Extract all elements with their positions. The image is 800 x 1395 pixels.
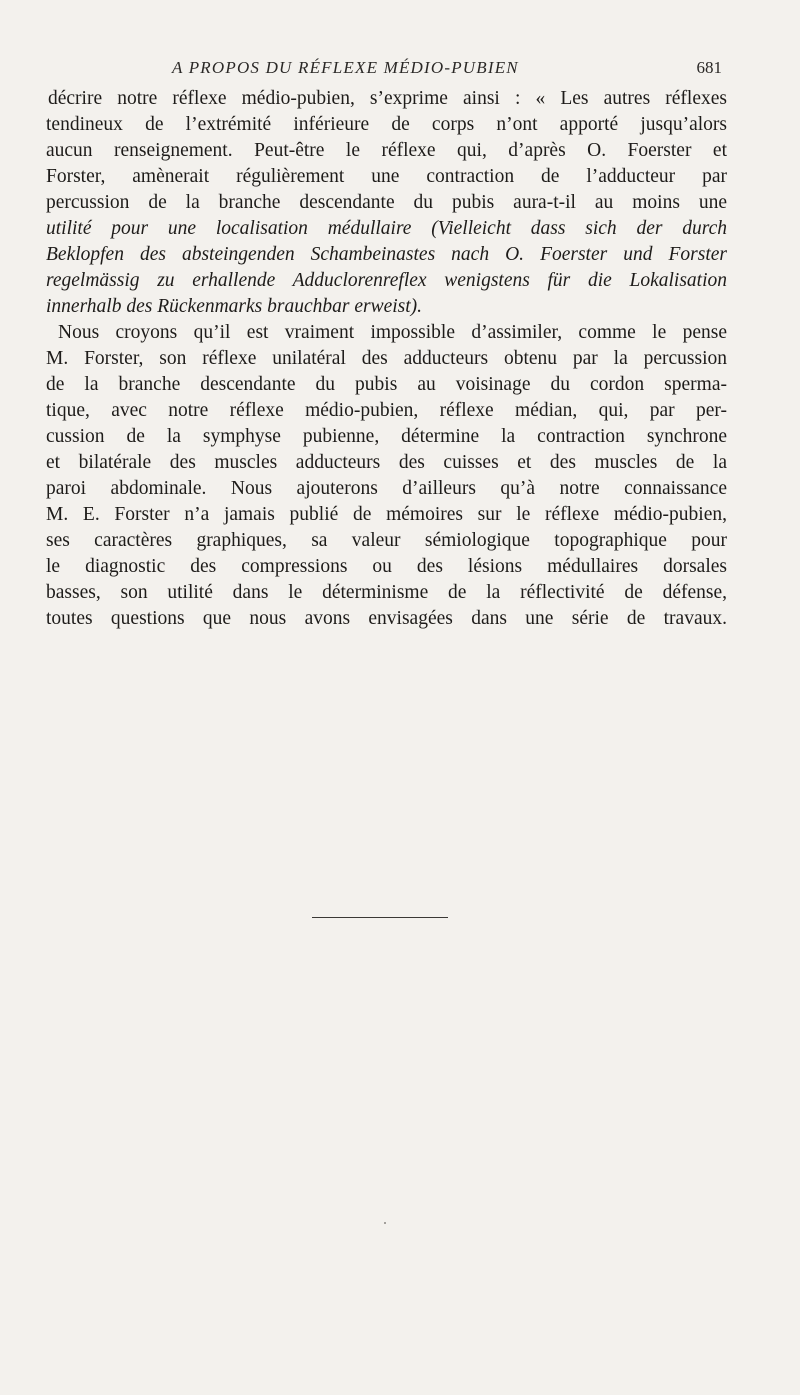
text-line: et bilatérale des muscles adducteurs des cuisses et des muscles de la <box>46 452 727 473</box>
running-title: A PROPOS DU RÉFLEXE MÉDIO-PUBIEN <box>172 58 519 77</box>
text-line: ses caractères graphiques, sa valeur sémiologique topographique pour <box>46 530 727 551</box>
section-rule <box>312 917 448 918</box>
text-line: de la branche descendante du pubis au voisinage du cordon sperma- <box>46 374 727 395</box>
text-line: le diagnostic des compressions ou des lésions médullaires dorsales <box>46 556 727 577</box>
text-line: percussion de la branche descendante du pubis aura-t-il au moins une <box>46 192 727 213</box>
text-line: paroi abdominale. Nous ajouterons d’ailleurs qu’à notre connaissance <box>46 478 727 499</box>
text-line: aucun renseignement. Peut-être le réflexe qui, d’après O. Foerster et <box>46 140 727 161</box>
running-head <box>0 58 800 82</box>
text-line: basses, son utilité dans le déterminisme de la réflectivité de défense, <box>46 582 727 603</box>
text-line-italic: Beklopfen des absteingenden Schambeinastes nach O. Foerster und Forster <box>46 244 727 265</box>
text-line: cussion de la symphyse pubienne, détermine la contraction synchrone <box>46 426 727 447</box>
page-number: 681 <box>696 58 722 77</box>
text-line-italic: utilité pour une localisation médullaire (Vielleicht dass sich der durch <box>46 218 727 239</box>
text-line: décrire notre réflexe médio-pubien, s’exprime ainsi : « Les autres réflexes <box>48 88 727 109</box>
text-line: Nous croyons qu’il est vraiment impossible d’assimiler, comme le pense <box>58 322 727 343</box>
text-line: M. Forster, son réflexe unilatéral des adducteurs obtenu par la percussion <box>46 348 727 369</box>
text-line: tique, avec notre réflexe médio-pubien, réflexe médian, qui, par per- <box>46 400 727 421</box>
text-line: Forster, amènerait régulièrement une contraction de l’adducteur par <box>46 166 727 187</box>
text-line-italic: regelmässig zu erhallende Adduclorenreflex wenigstens für die Lokalisation <box>46 270 727 291</box>
text-line: toutes questions que nous avons envisagées dans une série de travaux. <box>46 608 727 629</box>
text-line: tendineux de l’extrémité inférieure de corps n’ont apporté jusqu’alors <box>46 114 727 135</box>
text-line-italic: innerhalb des Rückenmarks brauchbar erweist). <box>46 296 423 317</box>
text-line: M. E. Forster n’a jamais publié de mémoires sur le réflexe médio-pubien, <box>46 504 727 525</box>
paper-speck <box>384 1222 386 1224</box>
